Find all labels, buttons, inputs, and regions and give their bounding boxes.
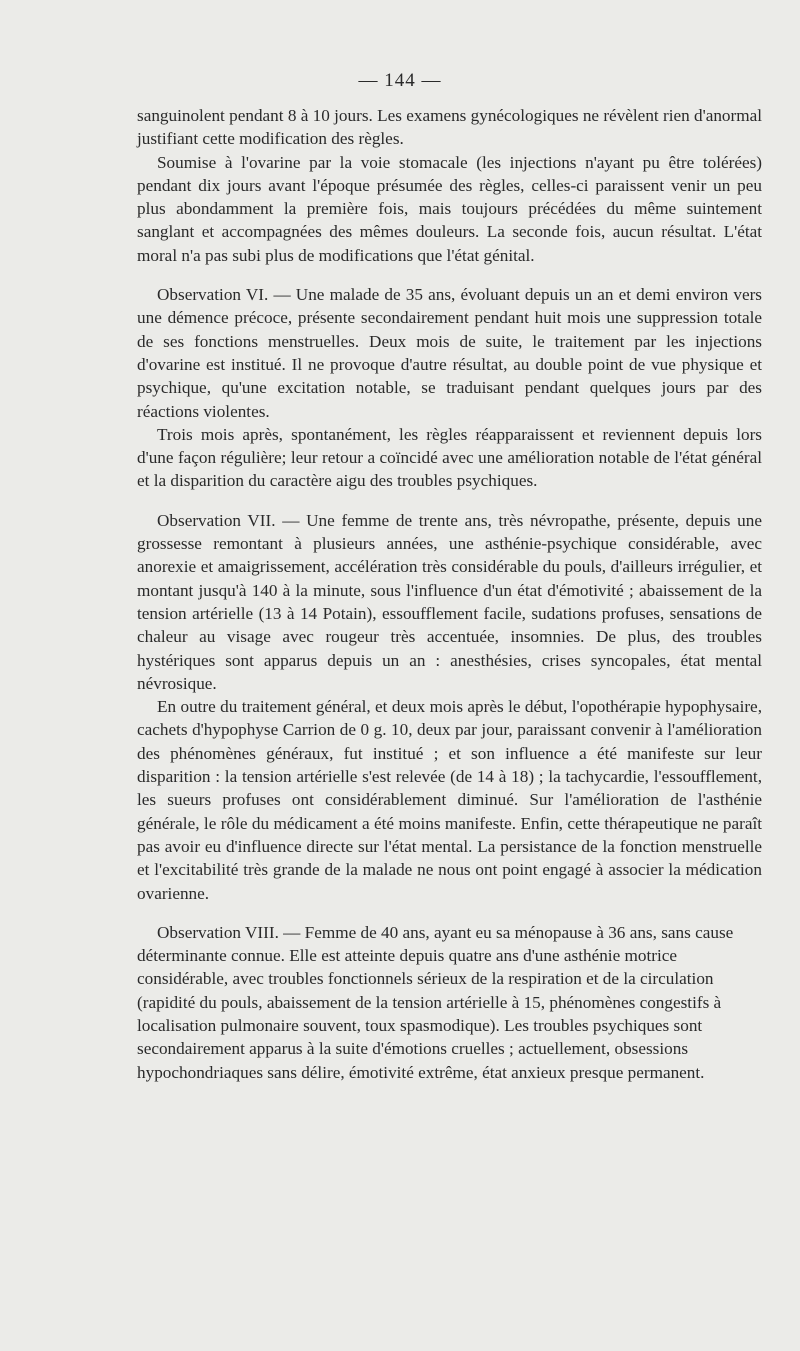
page-number: — 144 — [358, 70, 442, 91]
paragraph-observation-viii: Observation VIII. — Femme de 40 ans, ayant eu sa ménopause à 36 ans, sans cause déterminante connue. Elle est atteinte depuis quatre ans d'une asthénie motrice considérable, avec troubles fonctionnels sérieux de la respiration et de la circulation (rapidité du pouls, abaissement de la tension artérielle à 15, phénomènes congestifs à localisation pulmonaire souvent, toux spasmodique). Les troubles psychiques sont secondairement apparus à la suite d'émotions cruelles ; actuellement, obsessions hypochondriaques sans délire, émotivité extrême, état anxieux presque permanent. [137, 922, 734, 1082]
paragraph-observation-vi: Observation VI. — Une malade de 35 ans, évoluant depuis un an et demi environ vers une démence précoce, présente secondairement pendant huit mois une suppression totale de ses fonctions menstruelles. Deux mois de suite, le traitement par les injections d'ovarine est institué. Il ne provoque d'autre résultat, au double point de vue physique et psychique, qu'une excitation notable, se traduisant pendant quelques jours par des réactions violentes. [137, 285, 762, 421]
paragraph: Soumise à l'ovarine par la voie stomacale (les injections n'ayant pu être tolérées) pendant dix jours avant l'époque présumée des règles, celles-ci paraissent venir un peu plus abondamment la première fois, mais toujours précédées du même suintement sanglant et accompagnées des mêmes douleurs. La seconde fois, aucun résultat. L'état moral n'a pas subi plus de modifications que l'état génital. [137, 152, 762, 265]
body-text [137, 104, 762, 1084]
paragraph-observation-vii: Observation VII. — Une femme de trente ans, très névropathe, présente, depuis une grossesse remontant à plusieurs années, une asthénie-psychique considérable, avec anorexie et amaigrissement, accélération très considérable du pouls, d'ailleurs irrégulier, et montant jusqu'à 140 à la minute, sous l'influence d'un état d'émotivité ; abaissement de la tension artérielle (13 à 14 Potain), essoufflement facile, sudations profuses, sensations de chaleur au visage avec rougeur très accentuée, insomnies. De plus, des troubles hystériques sont apparus depuis un an : anesthésies, crises syncopales, état mental névrosique. [137, 510, 762, 693]
paragraph: Trois mois après, spontanément, les règles réapparaissent et reviennent depuis lors d'une façon régulière; leur retour a coïncidé avec une amélioration notable de l'état général et la disparition du caractère aigu des troubles psychiques. [137, 424, 762, 491]
paragraph: En outre du traitement général, et deux mois après le début, l'opothérapie hypophysaire, cachets d'hypophyse Carrion de 0 g. 10, deux par jour, paraissant convenir à l'amélioration des phénomènes généraux, fut institué ; et son influence a été manifeste sur leur disparition : la tension artérielle s'est relevée (de 14 à 18) ; la tachycardie, l'essoufflement, les sueurs profuses ont considérablement diminué. Sur l'amélioration de l'asthénie générale, le rôle du médicament a été moins manifeste. Enfin, cette thérapeutique ne paraît pas avoir eu d'influence directe sur l'état mental. La persistance de la fonction menstruelle et l'excitabilité très grande de la malade ne nous ont point engagé à associer la médication ovarienne. [137, 697, 762, 903]
paragraph: sanguinolent pendant 8 à 10 jours. Les examens gynécologiques ne révèlent rien d'anormal justifiant cette modification des règles. [137, 106, 763, 149]
